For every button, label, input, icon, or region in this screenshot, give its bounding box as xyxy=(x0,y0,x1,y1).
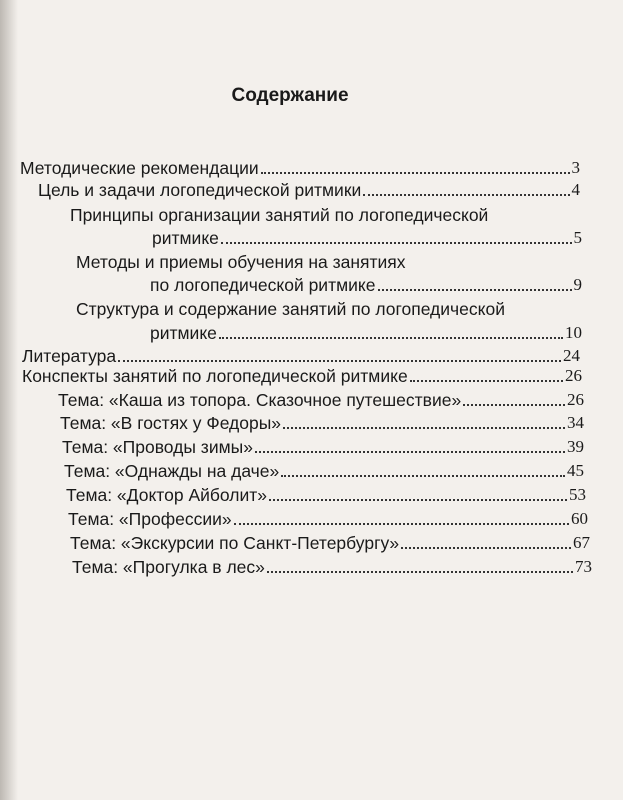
leader-dots xyxy=(261,172,570,174)
toc-entry-label-line1: Принципы организации занятий по логопедической xyxy=(70,205,489,225)
leader-dots xyxy=(363,194,569,196)
toc-entry-label: Тема: «Прогулка в лес» xyxy=(72,557,265,577)
leader-dots xyxy=(118,360,561,362)
toc-entry-label-line1: Методы и приемы обучения на занятиях xyxy=(76,252,406,272)
toc-entry-label: ритмике xyxy=(152,228,219,248)
toc-page-number: 4 xyxy=(571,180,580,199)
toc-entry xyxy=(60,413,584,433)
toc-page-number: 5 xyxy=(573,228,582,247)
toc-entry-label: по логопедической ритмике xyxy=(150,275,376,295)
leader-dots xyxy=(281,475,565,477)
toc-entry xyxy=(22,366,582,386)
toc-page-number: 26 xyxy=(565,366,582,385)
leader-dots xyxy=(221,242,572,244)
leader-dots xyxy=(401,547,571,549)
toc-entry-label: Цель и задачи логопедической ритмики xyxy=(38,180,362,200)
toc-entry xyxy=(150,275,582,295)
leader-dots xyxy=(410,380,563,382)
toc-page-number: 24 xyxy=(563,346,580,365)
toc-entry xyxy=(58,390,584,410)
toc-page-number: 60 xyxy=(571,509,588,528)
toc-page-number: 53 xyxy=(569,485,586,504)
leader-dots xyxy=(219,337,563,339)
toc-entry xyxy=(38,180,580,200)
toc-entry xyxy=(72,557,592,577)
toc-entry-label-line1: Структура и содержание занятий по логопедической xyxy=(76,299,506,319)
toc-entry xyxy=(64,461,584,481)
toc-entry xyxy=(70,533,590,553)
toc-entry-label: Тема: «Однажды на даче» xyxy=(64,461,280,481)
toc-page-number: 73 xyxy=(575,557,592,576)
toc-entry-label: Тема: «Проводы зимы» xyxy=(62,437,253,457)
toc-page-number: 67 xyxy=(573,533,590,552)
toc-entry-label: Тема: «Каша из топора. Сказочное путешествие» xyxy=(58,390,462,410)
leader-dots xyxy=(269,499,567,501)
leader-dots xyxy=(255,451,565,453)
toc-page-number: 34 xyxy=(567,413,584,432)
toc-entry-label: Тема: «В гостях у Федоры» xyxy=(60,413,282,433)
toc-entry-label: Тема: «Доктор Айболит» xyxy=(66,485,267,505)
toc-entry-label: Тема: «Экскурсии по Санкт-Петербургу» xyxy=(70,533,400,553)
toc-entry-label: ритмике xyxy=(150,323,217,343)
toc-page-number: 45 xyxy=(567,461,584,480)
toc-page-number: 10 xyxy=(565,323,582,342)
toc-entry-label: Методические рекомендации xyxy=(20,158,259,178)
leader-dots xyxy=(267,571,573,573)
toc-entry-label: Конспекты занятий по логопедической ритмике xyxy=(22,366,408,386)
toc-page-number: 26 xyxy=(567,390,584,409)
toc-entry-label: Литература xyxy=(22,346,117,366)
toc-entry xyxy=(62,437,584,457)
toc-page-number: 3 xyxy=(571,158,580,177)
toc-entry xyxy=(152,228,582,248)
toc-page-number: 9 xyxy=(573,275,582,294)
leader-dots xyxy=(463,404,565,406)
page-title: Содержание xyxy=(231,85,349,106)
leader-dots xyxy=(283,427,565,429)
toc-entry xyxy=(66,485,586,505)
toc-entry xyxy=(20,158,580,178)
toc-entry xyxy=(22,346,580,366)
leader-dots xyxy=(378,289,572,291)
toc-page-number: 39 xyxy=(567,437,584,456)
toc-entry xyxy=(150,323,582,343)
leader-dots xyxy=(234,523,569,525)
toc-entry xyxy=(68,509,588,529)
toc-entry-label: Тема: «Профессии» xyxy=(68,509,232,529)
